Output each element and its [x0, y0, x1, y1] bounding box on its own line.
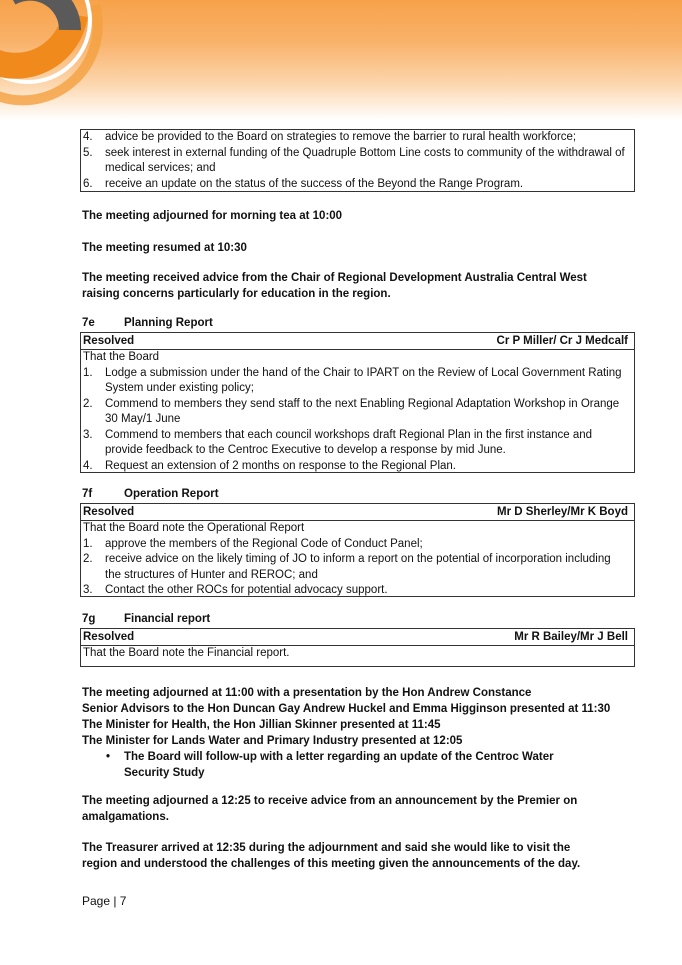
resolved-bar: Resolved Cr P Miller/ Cr J Medcalf: [81, 333, 634, 350]
list-item: 3. Contact the other ROCs for potential advocacy support.: [83, 584, 388, 596]
section-heading-7e: 7e Planning Report: [82, 317, 213, 329]
list-item: 1. Lodge a submission under the hand of the Chair to IPART on the Review of Local Government Rating System under existing policy;: [83, 366, 622, 394]
resolution-box-7f: Resolved Mr D Sherley/Mr K Boyd That the Board note the Operational Report 1. approve the members of the Regional Code of Conduct Panel; 2. receive advice on the likely timing of JO to inform a report on the potential of incorporation including the structures of Hunter and REROC; and 3. Contact the other ROCs for potential advocacy support.: [80, 503, 635, 597]
rda-advice-text: The meeting received advice from the Chair of Regional Development Australia Central West raising concerns particularly for education in the region.: [82, 272, 587, 300]
list-item: 1. approve the members of the Regional Code of Conduct Panel;: [83, 537, 423, 550]
resumed-text: The meeting resumed at 10:30: [82, 242, 247, 254]
logo-icon: [0, 0, 110, 125]
adjourned-premier-text: The meeting adjourned a 12:25 to receive advice from an announcement by the Premier on amalgamations.: [82, 795, 578, 823]
resolution-box-7g: Resolved Mr R Bailey/Mr J Bell That the Board note the Financial report.: [80, 628, 635, 667]
list-item: 4. Request an extension of 2 months on response to the Regional Plan.: [83, 459, 456, 472]
presentations-block: The meeting adjourned at 11:00 with a presentation by the Hon Andrew Constance Senior Advisors to the Hon Duncan Gay Andrew Huckel and Emma Higginson presented at 11:30 The Minister for Health, the Hon Jillian Skinner presented at 11:45 The Minister for Lands Water and Primary Industry presented at 12:05 • The Board will follow-up with a letter regarding an update of the Centroc Water Security Study: [82, 685, 632, 781]
list-item: • The Board will follow-up with a letter regarding an update of the Centroc Water Security Study: [106, 751, 554, 779]
list-item: 2. Commend to members they send staff to the next Enabling Regional Adaptation Workshop in Orange 30 May/1 June: [83, 397, 620, 425]
list-item: 5. seek interest in external funding of the Quadruple Bottom Line costs to community of the withdrawal of medical services; and: [83, 146, 625, 174]
resolution-box-7e: Resolved Cr P Miller/ Cr J Medcalf That the Board 1. Lodge a submission under the hand of the Chair to IPART on the Review of Local Government Rating System under existing policy; 2. Commend to members they send staff to the next Enabling Regional Adaptation Workshop in Orange 30 May/1 June 3. Commend to members that each council workshops draft Regional Plan in the first instance and provide feedback to the Centroc Executive to develop a response by mid June. 4. Request an extension of 2 months on response to the Regional Plan.: [80, 332, 635, 473]
section-heading-7f: 7f Operation Report: [82, 488, 219, 500]
adjourned-tea-text: The meeting adjourned for morning tea at 10:00: [82, 210, 343, 222]
list-item: 3. Commend to members that each council workshops draft Regional Plan in the first instance and provide feedback to the Centroc Executive to develop a response by mid June.: [83, 428, 593, 456]
treasurer-text: The Treasurer arrived at 12:35 during the adjournment and said she would like to visit the region and understood the challenges of this meeting given the announcements of the day.: [82, 842, 581, 870]
resolved-bar: Resolved Mr D Sherley/Mr K Boyd: [81, 504, 634, 521]
list-item: 2. receive advice on the likely timing of JO to inform a report on the potential of incorporation including the structures of Hunter and REROC; and: [83, 553, 611, 581]
bullet-icon: •: [106, 751, 111, 763]
section-heading-7g: 7g Financial report: [82, 613, 211, 625]
list-item: 6. receive an update on the status of the success of the Beyond the Range Program.: [83, 177, 524, 190]
resolved-bar: Resolved Mr R Bailey/Mr J Bell: [81, 629, 634, 646]
page-number: Page | 7: [82, 894, 127, 908]
continued-resolution-box: [80, 129, 635, 192]
list-item: 4. advice be provided to the Board on strategies to remove the barrier to rural health workforce;: [83, 131, 577, 143]
